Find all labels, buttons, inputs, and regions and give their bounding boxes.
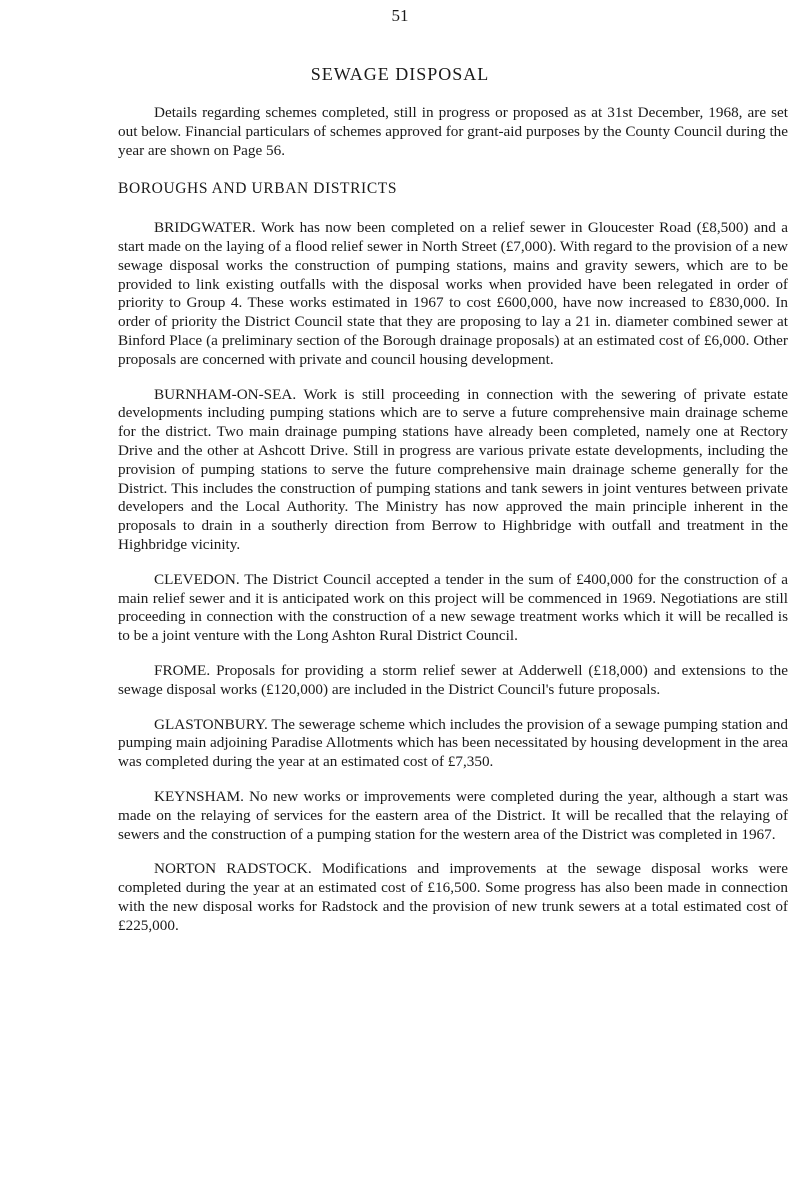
entry-glastonbury bbox=[118, 716, 788, 772]
district-name: BURNHAM-ON-SEA. bbox=[154, 385, 297, 403]
district-name: BRIDGWATER. bbox=[154, 219, 256, 237]
district-name: CLEVEDON. bbox=[154, 570, 240, 588]
district-name: KEYNSHAM. bbox=[154, 787, 244, 805]
district-name: GLASTONBURY. bbox=[154, 715, 268, 733]
entry-text: Modifications and improvements at the sewage disposal works were completed during the year at an estimated cost of £16,500. Some progress has also been made in connection with the new disposal works for Radstock and the provision of new trunk sewers at a total estimated cost of £225,000. bbox=[118, 860, 788, 934]
document-body bbox=[118, 104, 788, 951]
intro-paragraph: Details regarding schemes completed, still in progress or proposed as at 31st December, 1968, are set out below. Financial particulars of schemes approved for grant-aid purposes by the County Council during the year are shown on Page 56. bbox=[118, 104, 788, 159]
entry-clevedon bbox=[118, 571, 788, 646]
entry-text: No new works or improvements were completed during the year, although a start was made on the relaying of services for the eastern area of the District. It will be recalled that the relaying of sewers and the construction of a pumping station for the western area of the District was completed in 1967. bbox=[118, 787, 788, 843]
entry-keynsham bbox=[118, 788, 788, 844]
page-title: SEWAGE DISPOSAL bbox=[310, 64, 490, 84]
entry-frome bbox=[118, 662, 788, 700]
entry-text: The District Council accepted a tender in the sum of £400,000 for the construction of a main relief sewer and it is anticipated work on this project will be commenced in 1969. Negotiations are still proceeding in connection with the construction of a new sewage treatment works which it will be recalled is to be a joint venture with the Long Ashton Rural District Council. bbox=[118, 570, 788, 645]
entry-burnham-on-sea bbox=[118, 386, 788, 555]
entry-text: The sewerage scheme which includes the provision of a sewage pumping station and pumping main adjoining Paradise Allotments which has been necessitated by housing development in the area was completed during the year at an estimated cost of £7,350. bbox=[118, 715, 788, 771]
section-heading: BOROUGHS AND URBAN DISTRICTS bbox=[118, 180, 398, 198]
entry-text: Work is still proceeding in connection with the sewering of private estate developments including pumping stations which are to serve a future comprehensive main drainage scheme for the district. Two main drainage pumping stations have already been completed, namely one at Rectory Drive and the other at Ashcott Drive. Still in progress are various private estate developments, including the provision of pumping stations to serve the future comprehensive main drainage scheme generally for the District. This includes the construction of pumping stations and tank sewers in joint ventures between private developers and the Local Authority. The Ministry has now approved the main principle inherent in the proposals to drain in a southerly direction from Berrow to Highbridge with outfall and treatment in the Highbridge vicinity. bbox=[118, 385, 789, 553]
entry-text: Work has now been completed on a relief sewer in Gloucester Road (£8,500) and a start made on the laying of a flood relief sewer in North Street (£7,000). With regard to the provision of a new sewage disposal works the construction of pumping stations, mains and gravity sewers, which are to be provided to link existing outfalls with the disposal works when provided have been relegated in order of priority to Group 4. These works estimated in 1967 to cost £600,000, have now increased to £830,000. In order of priority the District Council state that they are proposing to lay a 21 in. diameter combined sewer at Binford Place (a preliminary section of the Borough drainage proposals) at an estimated cost of £6,000. Other proposals are concerned with private and council housing development. bbox=[118, 219, 788, 368]
district-name: NORTON RADSTOCK. bbox=[154, 860, 312, 878]
entry-text: Proposals for providing a storm relief sewer at Adderwell (£18,000) and extensions to the sewage disposal works (£120,000) are included in the District Council's future proposals. bbox=[118, 661, 788, 698]
entry-norton-radstock bbox=[118, 860, 788, 935]
entry-bridgwater bbox=[118, 219, 788, 369]
page-number: 51 bbox=[391, 6, 409, 25]
district-name: FROME. bbox=[154, 661, 211, 679]
